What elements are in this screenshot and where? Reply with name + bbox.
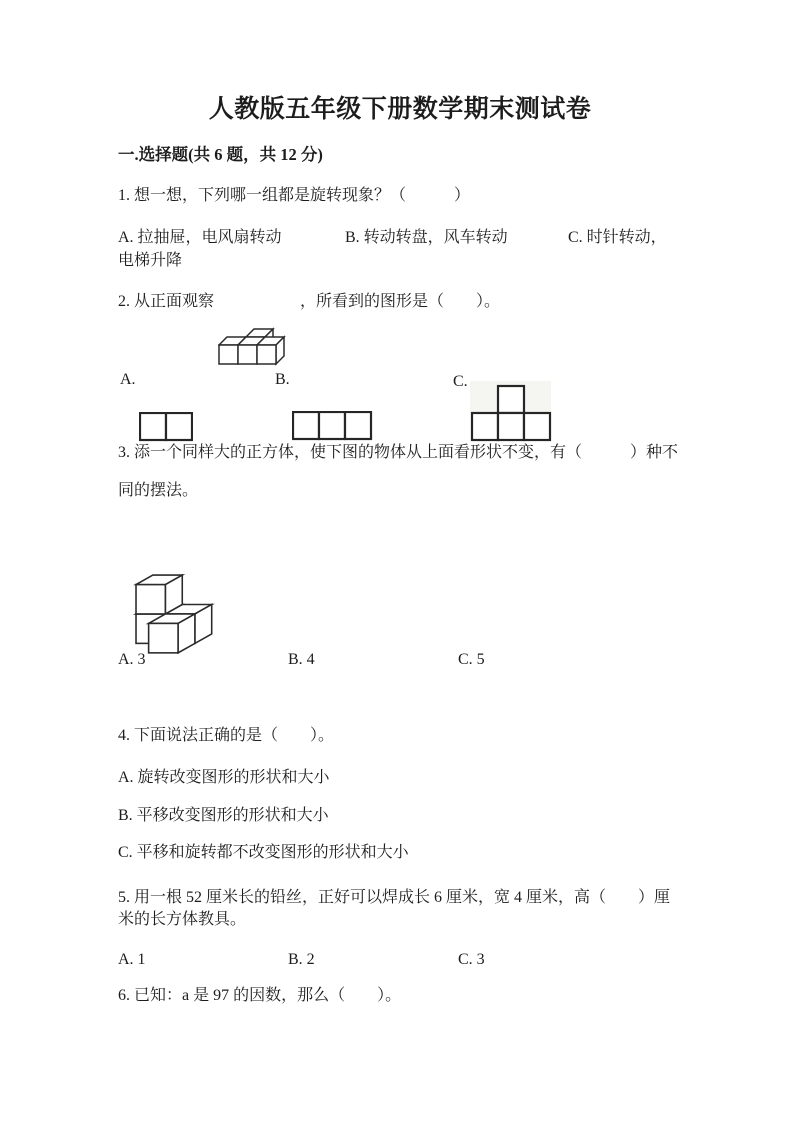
q3-option-a: A. 3 xyxy=(118,651,146,668)
q5-line1: 5. 用一根 52 厘米长的铅丝，正好可以焊成长 6 厘米，宽 4 厘米，高（ ）厘 xyxy=(118,889,671,906)
page-title: 人教版五年级下册数学期末测试卷 xyxy=(208,96,592,123)
q3-line1: 3. 添一个同样大的正方体，使下图的物体从上面看形状不变，有（ ）种不 xyxy=(118,444,679,461)
cubes-3d-icon xyxy=(218,320,296,366)
q5-option-c: C. 3 xyxy=(458,951,485,968)
q2-label-c: C. xyxy=(453,373,468,390)
q1-text: 1. 想一想，下列哪一组都是旋转现象？（ ） xyxy=(118,187,471,204)
q1-option-c-wrap: 电梯升降 xyxy=(118,252,183,269)
three-squares-icon xyxy=(292,411,373,441)
q1-option-c: C. 时针转动， xyxy=(568,229,667,246)
q5-line2: 米的长方体教具。 xyxy=(118,911,247,928)
q2-text-after: ，所看到的图形是（ ）。 xyxy=(300,293,501,310)
q2-text-before: 2. 从正面观察 xyxy=(118,293,215,310)
q3-option-c: C. 5 xyxy=(458,651,485,668)
q5-option-b: B. 2 xyxy=(288,951,315,968)
q2-label-b: B. xyxy=(275,371,290,388)
q3-option-b: B. 4 xyxy=(288,651,315,668)
q4-text: 4. 下面说法正确的是（ ）。 xyxy=(118,727,335,744)
four-cubes-3d-icon xyxy=(118,574,215,656)
q2-label-a: A. xyxy=(120,371,136,388)
t-shape-squares-icon xyxy=(470,381,552,443)
q4-option-a: A. 旋转改变图形的形状和大小 xyxy=(118,769,330,786)
q4-option-c: C. 平移和旋转都不改变图形的形状和大小 xyxy=(118,844,409,861)
section-heading: 一.选择题(共 6 题，共 12 分) xyxy=(118,145,323,164)
q2-figure-a xyxy=(139,375,193,479)
q1-option-b: B. 转动转盘，风车转动 xyxy=(345,229,508,246)
q6-text: 6. 已知：a 是 97 的因数，那么（ ）。 xyxy=(118,987,402,1004)
q1-option-a: A. 拉抽屉，电风扇转动 xyxy=(118,229,282,246)
q4-option-b: B. 平移改变图形的形状和大小 xyxy=(118,807,329,824)
q3-line2: 同的摆法。 xyxy=(118,482,199,499)
two-squares-icon xyxy=(139,412,193,442)
q5-option-a: A. 1 xyxy=(118,951,146,968)
